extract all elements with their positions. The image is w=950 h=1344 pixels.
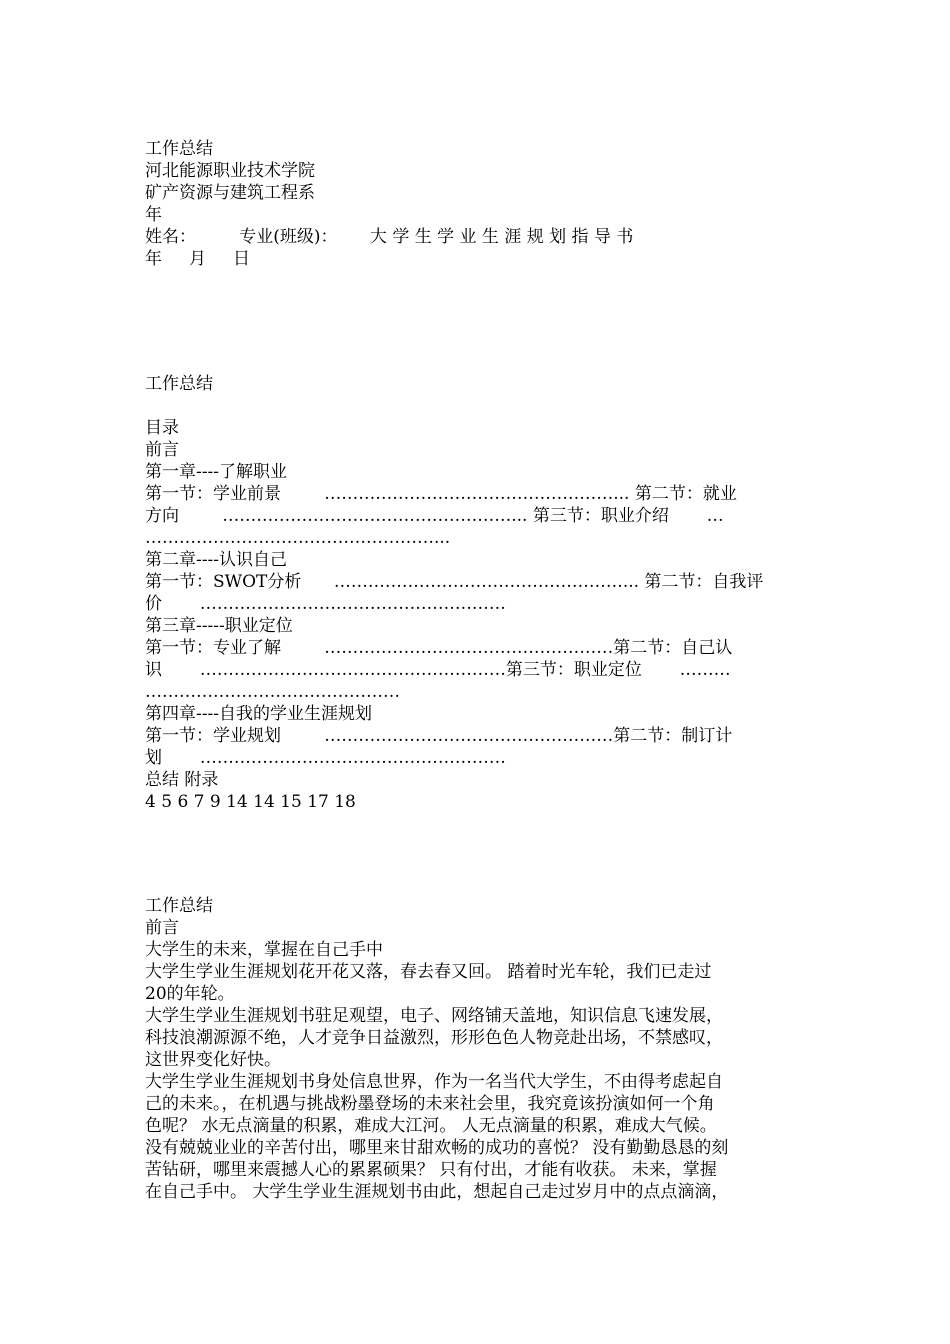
preface-line: 己的未来。，在机遇与挑战粉墨登场的未来社会里，我究竟该扮演如何一个角	[145, 1094, 715, 1114]
department-name: 矿产资源与建筑工程系	[145, 183, 315, 203]
toc-line: 识 ………………………………………………第三节：职业定位 ………	[145, 660, 731, 680]
toc-line: 第一章----了解职业	[145, 462, 287, 482]
year-label: 年	[145, 205, 162, 225]
preface-line: 大学生学业生涯规划花开花又落，春去春又回。 踏着时光车轮，我们已走过	[145, 962, 712, 982]
cover-header: 工作总结	[145, 139, 213, 159]
toc-line: 第一节：学业前景 ……………………………………………... 第二节：就业	[145, 484, 737, 504]
preface-line: 科技浪潮源源不绝，人才竞争日益激烈，形形色色人物竞赴出场，不禁感叹，	[145, 1028, 723, 1048]
preface-line: 没有兢兢业业的辛苦付出，哪里来甘甜欢畅的成功的喜悦？ 没有勤勤恳恳的刻	[145, 1138, 729, 1158]
toc-title: 目录	[145, 418, 179, 438]
toc-header: 工作总结	[145, 374, 213, 394]
preface-line: 这世界变化好快。	[145, 1050, 281, 1070]
preface-line: 色呢？ 水无点滴量的积累，难成大江河。 人无点滴量的积累，难成大气候。	[145, 1116, 717, 1136]
cover-info-line: 姓名： 专业(班级)： 大 学 生 学 业 生 涯 规 划 指 导 书	[145, 227, 634, 247]
toc-line: 方向 ……………………………………………... 第三节：职业介绍 …	[145, 506, 724, 526]
document-page	[145, 138, 805, 1203]
cover-date-line: 年 月 日	[145, 249, 251, 269]
toc-page-numbers: 4 5 6 7 9 14 14 15 17 18	[145, 792, 356, 812]
preface-header: 工作总结	[145, 896, 213, 916]
cover-section	[145, 138, 805, 270]
toc-line: 第三章-----职业定位	[145, 616, 293, 636]
preface-line: 大学生学业生涯规划书驻足观望，电子、网络铺天盖地，知识信息飞速发展，	[145, 1006, 723, 1026]
toc-line: 第一节：学业规划 ……………………………………………第二节：制订计	[145, 726, 733, 746]
toc-section	[145, 373, 805, 813]
preface-line: 在自己手中。 大学生学业生涯规划书由此，想起自己走过岁月中的点点滴滴，	[145, 1182, 729, 1202]
school-name: 河北能源职业技术学院	[145, 161, 315, 181]
preface-subtitle: 大学生的未来，掌握在自己手中	[145, 940, 383, 960]
toc-line: ………………………………………	[145, 682, 400, 702]
toc-line: 总结 附录	[145, 770, 219, 790]
toc-line: ……………………………………………...	[145, 528, 451, 548]
preface-line: 苦钻研，哪里来震撼人心的累累硕果？ 只有付出，才能有收获。 未来，掌握	[145, 1160, 717, 1180]
preface-title: 前言	[145, 918, 179, 938]
toc-line: 价 ………………………………………………	[145, 594, 506, 614]
preface-line: 20的年轮。	[145, 984, 235, 1004]
toc-line: 第一节：SWOT分析 ……………………………………………... 第二节：自我评	[145, 572, 764, 592]
toc-line: 第四章----自我的学业生涯规划	[145, 704, 372, 724]
toc-preface: 前言	[145, 440, 179, 460]
toc-line: 第二章----认识自己	[145, 550, 287, 570]
toc-line: 第一节：专业了解 ……………………………………………第二节：自己认	[145, 638, 733, 658]
preface-section	[145, 895, 805, 1203]
preface-line: 大学生学业生涯规划书身处信息世界，作为一名当代大学生，不由得考虑起自	[145, 1072, 723, 1092]
toc-line: 划 ………………………………………………	[145, 748, 506, 768]
